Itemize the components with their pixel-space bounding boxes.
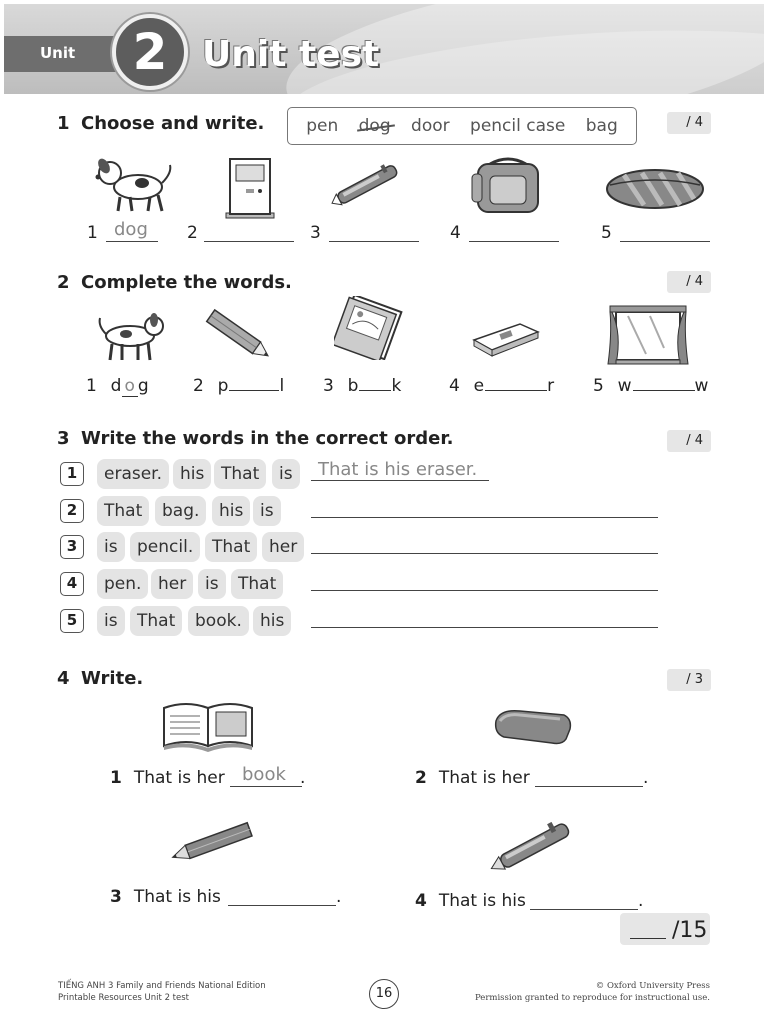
period: . [300,768,306,788]
eraser-icon [470,318,542,358]
word-chip: pen. [97,569,148,599]
sec1-item-3: 3 [310,223,321,243]
answer-line[interactable] [106,241,158,242]
section-1-title: 1 Choose and write. [57,113,265,134]
word-chip: eraser. [97,459,169,489]
row-number: 1 [60,462,84,486]
dog-icon [92,310,168,366]
sample-answer: dog [114,219,148,240]
word-chip: is [253,496,281,526]
pencil-icon [166,820,258,866]
word-chip: pencil. [130,532,200,562]
section-4-title: 4 Write. [57,668,144,689]
word-bank-item: door [411,116,450,136]
word-chip: That [231,569,283,599]
section-2-title: 2 Complete the words. [57,272,292,293]
answer-line[interactable] [228,905,336,906]
row-number: 3 [60,535,84,559]
word-puzzle-4: 4 e r [449,376,556,396]
answer-line[interactable] [620,241,710,242]
missing-letters[interactable] [229,390,279,391]
score-box-3: / 4 [667,430,711,452]
sample-answer: That is his eraser. [318,459,478,480]
sample-letter: o [124,376,136,396]
unit-header [4,4,764,94]
word-puzzle-5: 5 w w [593,376,710,396]
answer-line[interactable] [311,517,658,518]
row-number: 4 [60,572,84,596]
sec1-item-4: 4 [450,223,461,243]
word-chip: her [151,569,193,599]
period: . [638,891,644,911]
footer-copyright: © Oxford University Press Permission granted to reproduce for instructional use. [474,981,710,1003]
word-chip: her [262,532,304,562]
page-number: 16 [369,979,399,1009]
total-score-max: /15 [672,918,708,943]
page-title: Unit test [202,34,380,75]
word-bank-item-used: dog [358,116,391,136]
word-chip: is [272,459,300,489]
word-chip: That [130,606,182,636]
eraser-icon [490,705,576,747]
word-bank-item: bag [585,116,618,136]
unit-number: 2 [112,14,188,90]
pencil-case-icon [604,165,706,213]
answer-line[interactable] [329,241,419,242]
word-bank-item: pencil case [470,116,566,136]
pencil-icon [198,306,278,366]
missing-letters[interactable] [633,390,695,391]
word-chip: That [205,532,257,562]
word-bank [287,107,637,145]
word-chip: his [173,459,211,489]
missing-letters[interactable] [359,390,391,391]
sec1-item-2: 2 [187,223,198,243]
sample-answer: book [242,764,286,785]
sec1-item-5: 5 [601,223,612,243]
window-icon [606,304,690,368]
word-chip: That [214,459,266,489]
missing-letters[interactable] [485,390,547,391]
door-icon [224,157,276,219]
word-chip: book. [188,606,249,636]
row-number: 5 [60,609,84,633]
total-score-field[interactable] [630,938,666,939]
unit-label: Unit [4,36,134,72]
answer-line[interactable] [230,786,302,787]
word-puzzle-3: 3 b k [323,376,403,396]
answer-line[interactable] [311,480,489,481]
word-bank-item: pen [306,116,339,136]
score-box-2: / 4 [667,271,711,293]
word-chip: is [198,569,226,599]
period: . [643,768,649,788]
footer-credits: TIẾNG ANH 3 Family and Friends National Edition Printable Resources Unit 2 test [58,981,266,1003]
sec1-item-1: 1 [87,223,98,243]
answer-line[interactable] [535,786,643,787]
row-number: 2 [60,499,84,523]
sentence-3: 3 That is his [110,887,221,907]
score-box-4: / 3 [667,669,711,691]
score-box-1: / 4 [667,112,711,134]
answer-line[interactable] [530,909,638,910]
word-chip: is [97,606,125,636]
word-chip: That [97,496,149,526]
book-icon [160,700,256,752]
dog-icon [90,153,174,215]
sentence-2: 2 That is her [415,768,530,788]
book-icon [334,296,404,360]
word-chip: is [97,532,125,562]
pen-icon [327,157,413,209]
word-chip: bag. [155,496,206,526]
bag-icon [468,154,548,216]
answer-line[interactable] [311,553,658,554]
word-puzzle-1: 1 d o g [86,376,150,396]
answer-line[interactable] [469,241,559,242]
answer-line[interactable] [311,627,658,628]
word-chip: his [253,606,291,636]
word-puzzle-2: 2 p l [193,376,286,396]
word-chip: his [212,496,250,526]
section-3-title: 3 Write the words in the correct order. [57,428,454,449]
sentence-4: 4 That is his [415,891,526,911]
period: . [336,887,342,907]
answer-line[interactable] [204,241,294,242]
pen-icon [484,822,580,872]
answer-line[interactable] [311,590,658,591]
sentence-1: 1 That is her [110,768,225,788]
